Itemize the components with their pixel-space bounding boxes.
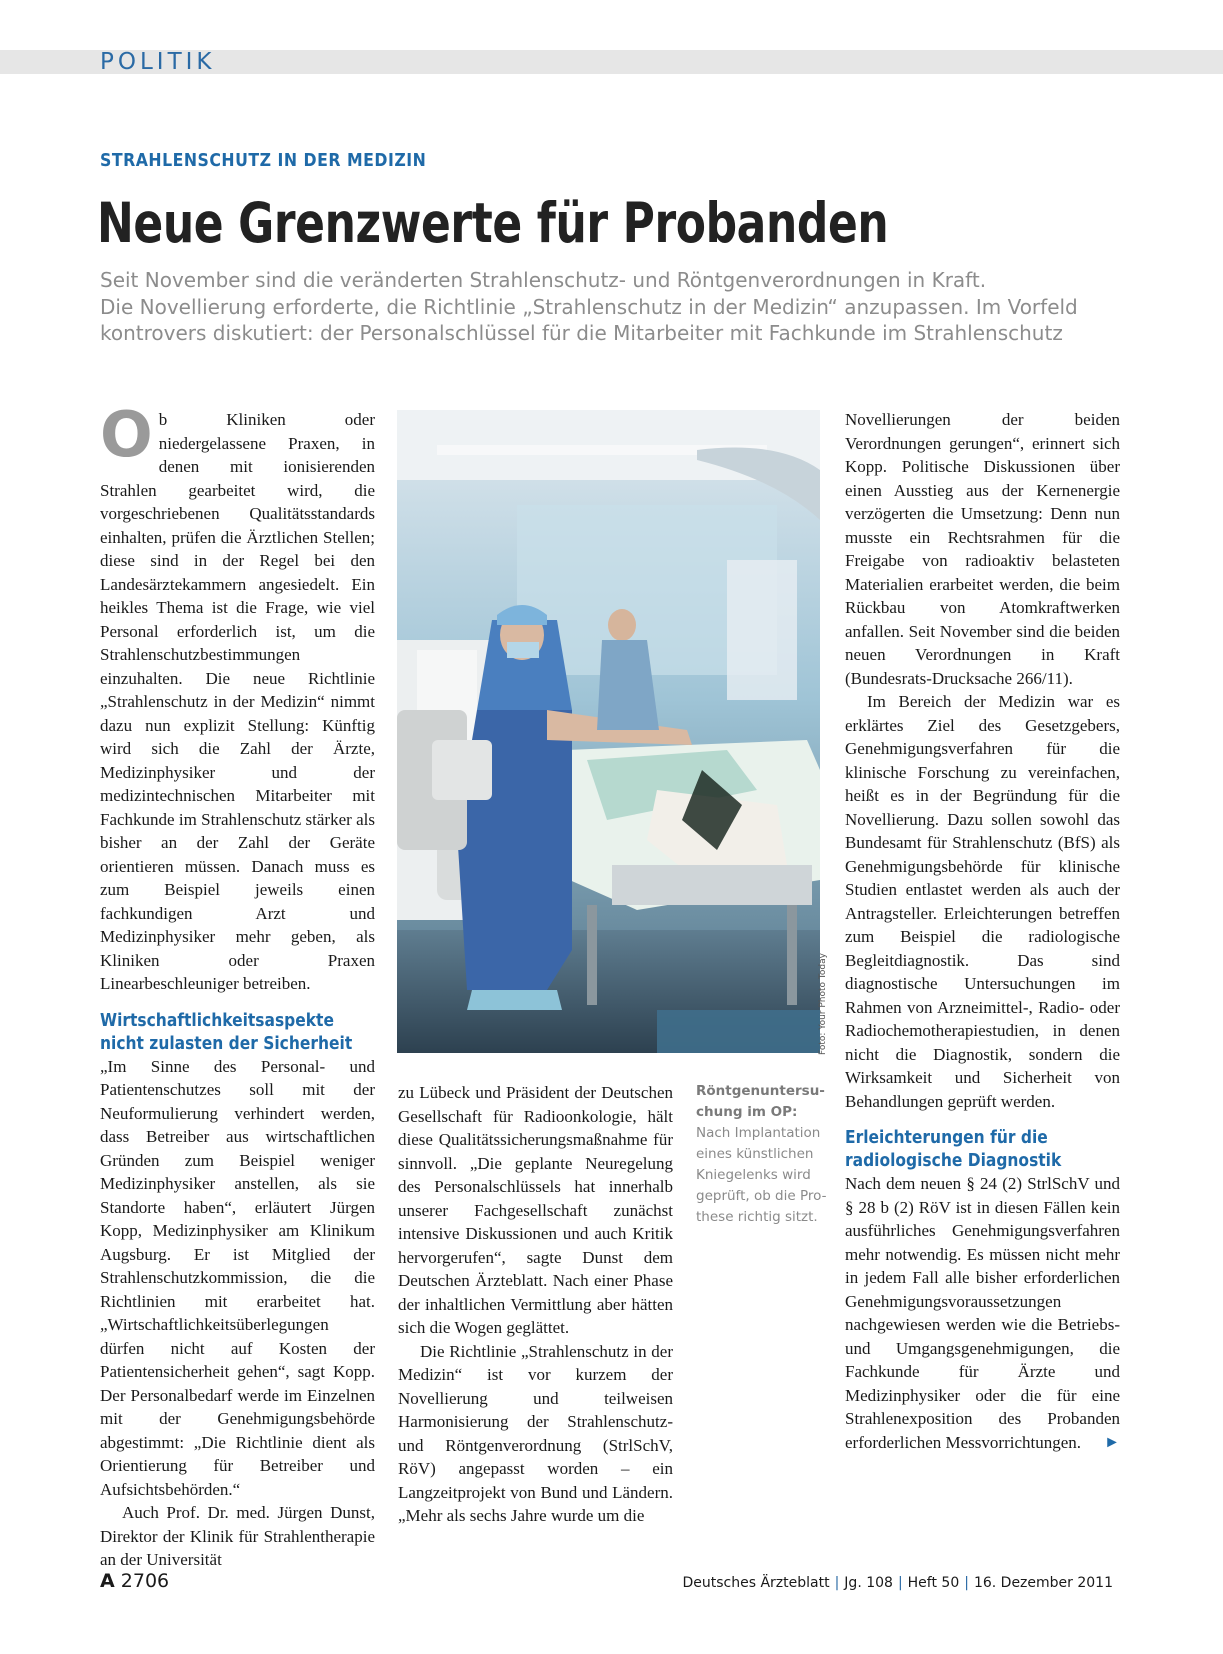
caption-line: Nach Implantation [696, 1125, 821, 1141]
subheading [845, 1126, 1082, 1172]
article-paragraph: „Im Sinne des Personal- und Patientenschutzes soll mit der Neuformulierung verhindert werden, dass Betreiber aus wirtschaftlichen Gründen zum Beispiel weniger Medizinphysiker anstellen, als sie Standorte haben“, erläutert Jürgen Kopp, Medizinphysiker am Klinikum Augsburg. Er ist Mitglied der Strahlenschutzkommission, die die Richtlinien mit erarbeitet hat. „Wirtschaftlichkeitsüberlegungen dürfen nicht auf Kosten der Patientensicherheit gehen“, sagt Kopp. Der Personalbedarf werde im Einzelnen mit der Genehmigungsbehörde abgestimmt: „Die Richtlinie dient als Orientierung für Betreiber und Aufsichtsbehörden.“ [100, 1056, 375, 1499]
photo-caption [696, 1081, 826, 1228]
issue-date: 16. Dezember 2011 [973, 1575, 1113, 1591]
article-paragraph: Auch Prof. Dr. med. Jürgen Dunst, Direktor der Klinik für Strahlentherapie an der Universität [100, 1503, 375, 1569]
subheading-line: nicht zulasten der Sicherheit [100, 1032, 353, 1054]
volume: Jg. 108 [844, 1575, 893, 1591]
page-prefix: A [100, 1570, 115, 1592]
section-label: POLITIK [100, 49, 216, 75]
caption-line: geprüft, ob die Pro- [696, 1188, 827, 1204]
article-paragraph: zu Lübeck und Präsident der Deutschen Gesellschaft für Radioonkologie, hält diese Qualitätssicherungsmaßnahme für sinnvoll. „Die geplante Neuregelung des Personalschlüssels hat innerhalb unserer Fachgesellschaft zunächst intensive Diskussionen und auch Kritik hervorgerufen“, sagte Dunst dem Deutschen Ärzteblatt. Nach einer Phase der inhaltlichen Vermittlung aber hätten sich die Wogen geglättet. [398, 1083, 673, 1337]
article-paragraph: Im Bereich der Medizin war es erklärtes Ziel des Gesetzgebers, Genehmigungsverfahren für die klinische Forschung zu vereinfachen, heißt es in der Begründung für die Novellierung. Dazu sollen sowohl das Bundesamt für Strahlenschutz (BfS) als Genehmigungsbehörde für klinische Studien entlastet werden als auch der Antragsteller. Erleichterungen betreffen zum Beispiel die radiologische Begleitdiagnostik. Das sind diagnostische Untersuchungen im Rahmen von Arzneimittel-, Radio- oder Radiochemotherapiestudien, in denen nicht die Diagnostik, sondern die Wirksamkeit und Sicherheit von Behandlungen geprüft werden. [845, 692, 1120, 1111]
kicker: STRAHLENSCHUTZ IN DER MEDIZIN [100, 151, 427, 171]
lead-paragraph [100, 267, 1100, 347]
article-column-2 [398, 1081, 673, 1528]
page-number-value: 2706 [120, 1570, 170, 1592]
caption-line: eines künstlichen [696, 1146, 814, 1162]
lead-line: Seit November sind die veränderten Strahlenschutz- und Röntgenverordnungen in Kraft. [100, 268, 987, 292]
issue: Heft 50 [907, 1575, 960, 1591]
end-of-article-icon: ► [1104, 1433, 1120, 1451]
headline: Neue Grenzwerte für Probanden [97, 191, 889, 255]
operating-room-photo [397, 410, 820, 1053]
article-paragraph [100, 398, 375, 996]
caption-line: these richtig sitzt. [696, 1209, 818, 1225]
paragraph-text: Nach dem neuen § 24 (2) StrlSchV und § 28 b (2) RöV ist in diesen Fällen kein ausführliches Genehmigungsverfahren mehr notwendig. Es müssen nicht mehr in jedem Fall alle bisher erforderlichen Genehmigungsvoraussetzungen nachgewiesen werden wie die Betriebs- und Umgangsgenehmigungen, die Fachkunde für Ärzte und Medizinphysiker oder die für eine Strahlenexposition des Probanden erforderlichen Messvorrichtungen. [845, 1174, 1120, 1452]
article-paragraph: Novellierungen der beiden Verordnungen gerungen“, erinnert sich Kopp. Politische Diskussionen über einen Ausstieg aus der Kernenergie verzögerten die Umsetzung: Denn nun musste ein Rechtsrahmen für die Freigabe von radioaktiv belasteten Materialien erarbeitet werden, die beim Rückbau von Atomkraftwerken anfallen. Seit November sind die beiden neuen Verordnungen in Kraft (Bundesrats-Drucksache 266/11). [845, 410, 1120, 688]
lead-line: Die Novellierung erforderte, die Richtlinie „Strahlenschutz in der Medizin“ anzupassen. Im Vorfeld [100, 294, 1078, 319]
subheading-line: Wirtschaftlichkeitsaspekte [100, 1009, 334, 1031]
subheading-line: radiologische Diagnostik [845, 1150, 1062, 1171]
caption-title-line: chung im OP: [696, 1104, 798, 1120]
photo-illustration [397, 410, 820, 1053]
separator: | [834, 1575, 840, 1591]
subheading [100, 1009, 353, 1055]
caption-line: Kniegelenks wird [696, 1167, 811, 1183]
subheading-line: Erleichterungen für die [845, 1127, 1048, 1148]
photo-credit: Foto: Your Photo Today [818, 953, 828, 1055]
publication-info [682, 1575, 1113, 1591]
separator: | [897, 1575, 903, 1591]
page-number [100, 1570, 169, 1592]
journal-name: Deutsches Ärzteblatt [682, 1575, 830, 1591]
article-paragraph [845, 1172, 1120, 1454]
paragraph-text: b Kliniken oder niedergelassene Praxen, in denen mit ionisierenden Strahlen gearbeitet wird, die vorgeschriebenen Qualitätsstandards einhalten, prüfen die Ärztlichen Stellen; diese sind in der Regel bei den Landesärztekammern angesiedelt. Ein heikles Thema ist die Frage, wie viel Personal erforderlich ist, um die Strahlenschutzbestimmungen einzuhalten. Die neue Richtlinie „Strahlenschutz in der Medizin“ nimmt dazu nun explizit Stellung: Künftig wird sich die Zahl der Ärzte, Medizinphysiker und der medizintechnischen Mitarbeiter mit Fachkunde im Strahlenschutz stärker als bisher an der Zahl der Geräte orientieren müssen. Danach muss es zum Beispiel jeweils einen fachkundigen Arzt und Medizinphysiker mehr geben, als Kliniken oder Praxen Linearbeschleuniger betreiben. [100, 410, 375, 993]
article-paragraph: Die Richtlinie „Strahlenschutz in der Medizin“ ist vor kurzem der Novellierung und teilweisen Harmonisierung der Strahlenschutz- und Röntgenverordnung (StrlSchV, RöV) angepasst worden – ein Langzeitprojekt von Bund und Ländern. „Mehr als sechs Jahre wurde um die [398, 1341, 673, 1525]
lead-line: kontrovers diskutiert: der Personalschlüssel für die Mitarbeiter mit Fachkunde im Strahlenschutz [100, 321, 1063, 345]
dropcap: O [100, 398, 153, 471]
separator: | [964, 1575, 969, 1591]
caption-title-line: Röntgenuntersu- [696, 1083, 825, 1099]
article-column-3 [845, 408, 1120, 1454]
article-column-1 [100, 398, 375, 1572]
caption-title [696, 1081, 826, 1123]
